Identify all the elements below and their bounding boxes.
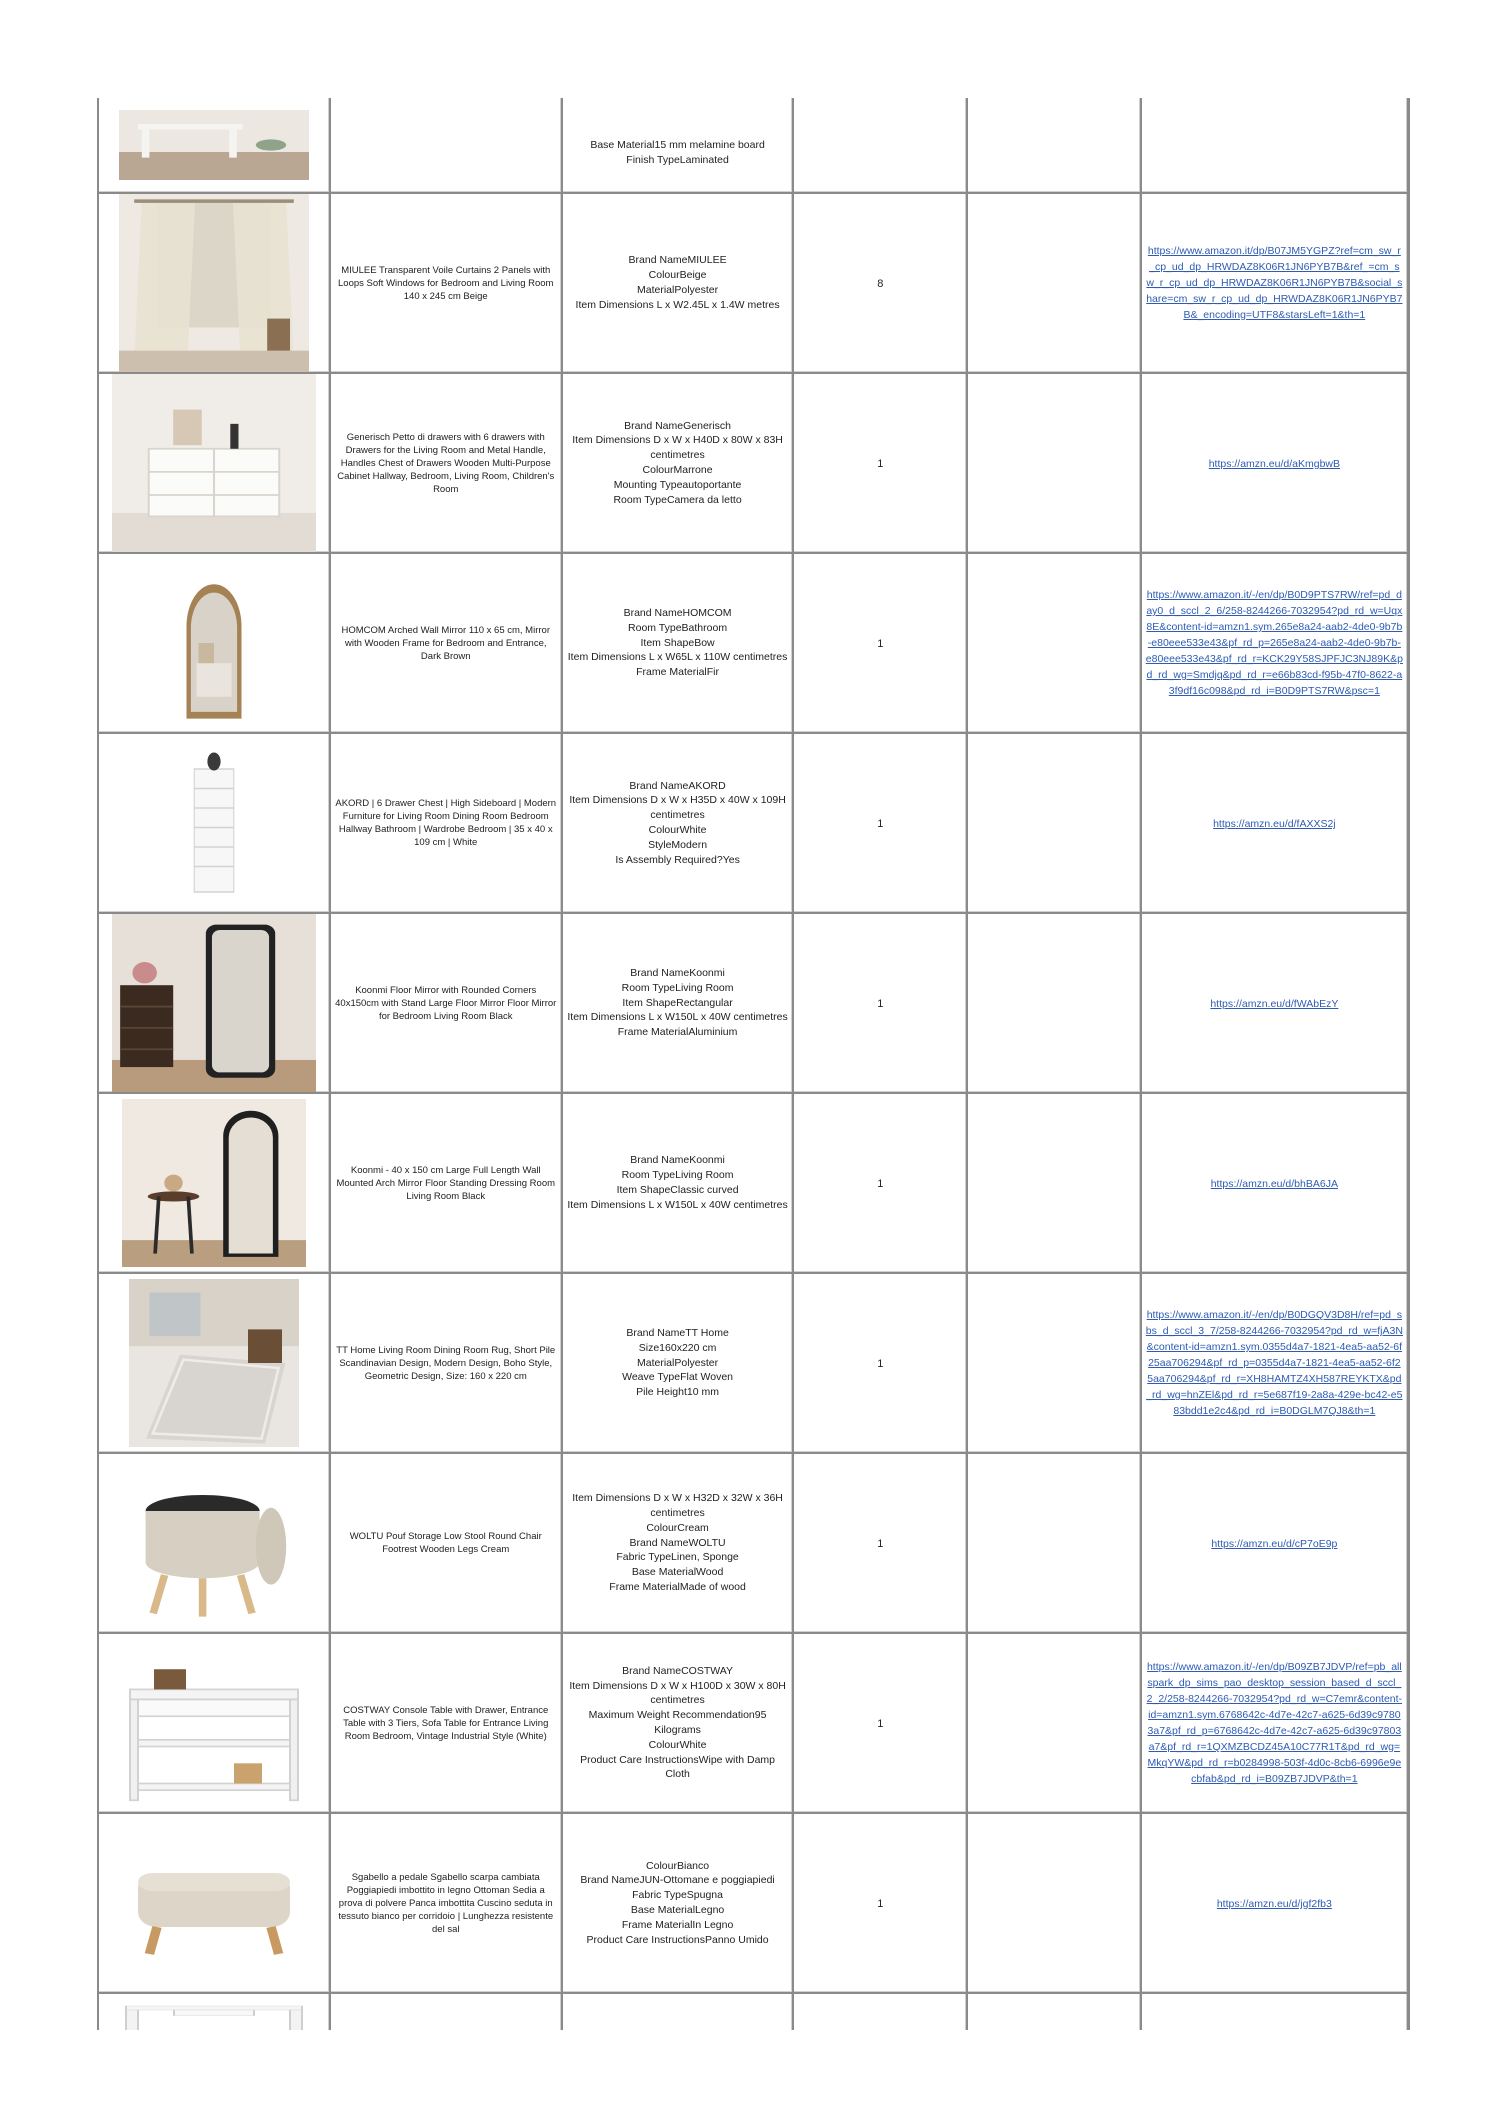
product-description-cell: [329, 194, 561, 374]
product-link[interactable]: https://amzn.eu/d/cP7oE9p: [1211, 1538, 1338, 1550]
empty-cell: [966, 914, 1140, 1094]
curtains-photo: [119, 194, 309, 372]
quantity-value: 1: [877, 458, 884, 470]
arched-mirror-photo: [159, 559, 269, 727]
empty-cell: [966, 1274, 1140, 1454]
product-image-cell: [97, 194, 329, 374]
spec-line: Item ShapeRectangular: [622, 996, 733, 1009]
quantity-value: 1: [877, 1178, 884, 1190]
product-description-cell: [329, 1814, 561, 1994]
spec-line: ColourMarrone: [642, 464, 713, 476]
spec-line: Item Dimensions L x W65L x 110W centimetres: [567, 651, 788, 664]
product-table-frame: [97, 98, 1410, 2030]
spec-line: MaterialPolyester: [637, 284, 719, 296]
quantity-value: 1: [877, 1898, 884, 1910]
table-row: [97, 1274, 1410, 1454]
product-specs-cell: [561, 1454, 793, 1634]
quantity-cell: [792, 554, 966, 734]
product-specs-cell: [561, 194, 793, 374]
spec-line: Room TypeLiving Room: [621, 1169, 734, 1182]
rug-photo: [129, 1279, 299, 1447]
product-link[interactable]: https://www.amazon.it/dp/B07JM5YGPZ?ref=cm_sw_r_cp_ud_dp_HRWDAZ8K06R1JN6PYB7B&ref_=cm_sw_r_cp_ud_dp_HRWDAZ8K06R1JN6PYB7B&social_share=cm_sw_r_cp_ud_dp_HRWDAZ8K06R1JN6PYB7B&_encoding=UTF8&starsLeft=1&th=1: [1146, 245, 1403, 321]
product-image-cell: [97, 554, 329, 734]
spec-line: ColourCream: [646, 1521, 709, 1534]
storage-pouf-photo: [119, 1463, 309, 1623]
spec-line: Item Dimensions D x W x H35D x 40W x 109H: [569, 794, 786, 807]
spec-line: Brand NameWOLTU: [629, 1536, 726, 1549]
product-link[interactable]: https://www.amazon.it/-/en/dp/B0D9PTS7RW/ref=pd_day0_d_sccl_2_6/258-8244266-7032954?pd_rd_w=Uqx8E&content-id=amzn1.sym.265e8a24-aab2-4de0-9b7b-e80eee533e43&pf_rd_p=265e8a24-aab2-4de0-9b7b-e80eee533e43&pf_rd_r=KCK29Y58SJPFJC3NJ89K&pd_rd_wg=Smdjq&pd_rd_r=e66b83cd-f95b-47f0-8622-a3f9df16c098&pd_rd_i=B0D9PTS7RW&psc=1: [1145, 589, 1403, 697]
empty-cell: [966, 734, 1140, 914]
table-row: [97, 194, 1410, 374]
table-row: [97, 554, 1410, 734]
product-image-cell: [97, 1274, 329, 1454]
product-link[interactable]: https://amzn.eu/d/fWAbEzY: [1210, 998, 1339, 1010]
product-image-cell: [97, 374, 329, 554]
quantity-cell: [792, 1814, 966, 1994]
table-row: [97, 914, 1410, 1094]
product-image-cell: [97, 734, 329, 914]
product-description: TT Home Living Room Dining Room Rug, Short Pile Scandinavian Design, Modern Design, Boho Style, Geometric Design, Size: 160 x 220 cm: [336, 1344, 556, 1382]
empty-cell: [966, 1814, 1140, 1994]
floor-mirror-photo: [112, 914, 316, 1092]
product-link-cell: [1140, 1454, 1410, 1634]
empty-cell: [966, 1994, 1140, 2030]
product-specs-cell: [561, 1814, 793, 1994]
table-row: [97, 1634, 1410, 1814]
product-link-cell: [1140, 194, 1410, 374]
quantity-value: 1: [877, 998, 884, 1010]
spec-line: Frame MaterialIn Legno: [621, 1918, 734, 1931]
spec-line: Brand NameKoonmi: [630, 1154, 725, 1167]
product-description-cell: [329, 1994, 561, 2030]
arch-floor-mirror-photo: [122, 1099, 306, 1267]
product-link-cell: [1140, 1814, 1410, 1994]
table-row: [97, 1814, 1410, 1994]
product-specs-cell: [561, 734, 793, 914]
console-table-photo: [114, 1639, 314, 1807]
empty-cell: [966, 374, 1140, 554]
product-link[interactable]: https://www.amazon.it/-/en/dp/B0DGQV3D8H/ref=pd_sbs_d_sccl_3_7/258-8244266-7032954?pd_rd_w=fjA3N&content-id=amzn1.sym.0355d4a7-1821-4ea5-aa52-6f25aa706294&pf_rd_p=0355d4a7-1821-4ea5-aa52-6f25aa706294&pf_rd_r=XH8HAMTZ4XH587REYKTX&pd_rd_wg=hnZEl&pd_rd_r=5e687f19-2a8a-429e-bc42-e583bdd1e2c4&pd_rd_i=B0DGLM7QJ8&th=1: [1145, 1309, 1403, 1417]
product-specs-cell: [561, 98, 793, 194]
spec-line: Item ShapeClassic curved: [616, 1184, 739, 1196]
table-row: [97, 374, 1410, 554]
spec-line: Is Assembly Required?Yes: [615, 853, 740, 866]
spec-line: Item Dimensions L x W150L x 40W centimetres: [567, 1198, 788, 1211]
product-image-cell: [97, 1634, 329, 1814]
spec-line: StyleModern: [648, 838, 708, 851]
product-link[interactable]: https://amzn.eu/d/bhBA6JA: [1210, 1178, 1338, 1190]
product-link[interactable]: https://amzn.eu/d/jgf2fb3: [1216, 1898, 1332, 1910]
spec-line: centimetres: [650, 809, 705, 822]
product-description: Sgabello a pedale Sgabello scarpa cambiata Poggiapiedi imbottito in legno Ottoman Sedia a prova di polvere Panca imbottita Cuscino seduta in tessuto bianco per corridoio | Lunghezza resistente del sal: [338, 1871, 554, 1935]
spec-line: Size160x220 cm: [638, 1341, 717, 1354]
spec-line: Fabric TypeLinen, Sponge: [616, 1551, 739, 1564]
quantity-value: 1: [877, 1718, 884, 1730]
product-description-cell: [329, 734, 561, 914]
spec-line: ColourBeige: [648, 269, 707, 282]
empty-cell: [966, 194, 1140, 374]
product-image-cell: [97, 1094, 329, 1274]
empty-cell: [966, 1454, 1140, 1634]
quantity-value: 8: [877, 278, 884, 290]
spec-line: Room TypeCamera da letto: [613, 493, 742, 506]
spec-line: Brand NameCOSTWAY: [622, 1664, 733, 1677]
spec-line: centimetres: [650, 449, 705, 462]
product-description: HOMCOM Arched Wall Mirror 110 x 65 cm, Mirror with Wooden Frame for Bedroom and Entrance, Dark Brown: [341, 624, 550, 662]
spec-line: Weave TypeFlat Woven: [622, 1371, 734, 1384]
product-link-cell: [1140, 374, 1410, 554]
tall-drawer-chest-photo: [159, 748, 269, 898]
spec-line: ColourBianco: [646, 1859, 710, 1872]
product-link-cell: [1140, 554, 1410, 734]
quantity-cell: [792, 1634, 966, 1814]
spec-line: Frame MaterialAluminium: [617, 1026, 738, 1039]
product-description-cell: [329, 1634, 561, 1814]
product-image-cell: [97, 1814, 329, 1994]
quantity-cell: [792, 194, 966, 374]
product-description-cell: [329, 374, 561, 554]
spec-line: Mounting Typeautoportante: [613, 478, 742, 491]
product-specs-cell: [561, 1994, 793, 2030]
spec-line: Item ShapeBow: [640, 636, 715, 649]
spec-line: Brand NameHOMCOM: [623, 607, 732, 619]
quantity-value: 1: [877, 1358, 884, 1370]
product-description-cell: [329, 1094, 561, 1274]
spec-line: Item Dimensions D x W x H32D x 32W x 36H: [572, 1492, 783, 1505]
spec-line: Brand NameGenerisch: [624, 419, 731, 432]
quantity-cell: [792, 1454, 966, 1634]
quantity-cell: [792, 374, 966, 554]
spec-line: Brand NameKoonmi: [630, 967, 725, 979]
product-specs-cell: [561, 1274, 793, 1454]
spec-line: Base MaterialLegno: [630, 1904, 725, 1916]
product-description: Koonmi Floor Mirror with Rounded Corners 40x150cm with Stand Large Floor Mirror Floor Mirror for Bedroom Living Room Black: [335, 984, 557, 1022]
product-description-cell: [329, 914, 561, 1094]
spec-line: Maximum Weight Recommendation95: [588, 1709, 767, 1722]
quantity-cell: [792, 914, 966, 1094]
spec-line: ColourWhite: [648, 824, 707, 836]
table-row: [97, 734, 1410, 914]
product-link-cell: [1140, 1094, 1410, 1274]
table-row: [97, 1994, 1410, 2030]
product-description: COSTWAY Console Table with Drawer, Entrance Table with 3 Tiers, Sofa Table for Entrance Living Room Bedroom, Vintage Industrial Style (White): [343, 1704, 549, 1742]
quantity-value: 1: [877, 1538, 884, 1550]
product-link[interactable]: https://amzn.eu/d/aKmgbwB: [1208, 458, 1341, 470]
spec-line: Frame MaterialFir: [636, 666, 719, 679]
product-description-cell: [329, 98, 561, 194]
product-link-cell: [1140, 734, 1410, 914]
spec-line: Item Dimensions L x W150L x 40W centimetres: [567, 1011, 788, 1024]
product-link-cell: [1140, 1634, 1410, 1814]
spec-line: ColourWhite: [648, 1738, 707, 1751]
spec-line: Room TypeLiving Room: [621, 981, 734, 994]
spec-line: Product Care InstructionsPanno Umido: [586, 1933, 769, 1946]
spec-line: Base Material15 mm melamine board: [590, 139, 765, 152]
spec-line: MaterialPolyester: [637, 1356, 719, 1369]
product-specs-cell: [561, 374, 793, 554]
quantity-cell: [792, 1994, 966, 2030]
product-link[interactable]: https://amzn.eu/d/fAXXS2j: [1213, 818, 1336, 830]
product-specs-cell: [561, 914, 793, 1094]
table-row: [97, 1454, 1410, 1634]
product-link-cell: [1140, 98, 1410, 194]
product-description-cell: [329, 1454, 561, 1634]
spec-line: Finish TypeLaminated: [626, 154, 729, 167]
product-specs-cell: [561, 1094, 793, 1274]
product-image-cell: [97, 1454, 329, 1634]
product-description: MIULEE Transparent Voile Curtains 2 Panels with Loops Soft Windows for Bedroom and Living Room 140 x 245 cm Beige: [338, 264, 554, 302]
quantity-value: 1: [877, 638, 884, 650]
spec-line: Item Dimensions D x W x H40D x 80W x 83H: [572, 434, 783, 447]
spec-line: Item Dimensions L x W2.45L x 1.4W metres: [575, 298, 780, 311]
spec-line: Product Care InstructionsWipe with Damp Cloth: [580, 1753, 776, 1781]
spec-line: centimetres: [650, 1507, 705, 1519]
product-table: [97, 98, 1410, 2030]
quantity-cell: [792, 1274, 966, 1454]
product-description: AKORD | 6 Drawer Chest | High Sideboard | Modern Furniture for Living Room Dining Room Bedroom Hallway Bathroom | Wardrobe Bedroom | 35 x 40 x 109 cm | White: [335, 798, 557, 848]
product-link-cell: [1140, 914, 1410, 1094]
product-specs-cell: [561, 1634, 793, 1814]
quantity-cell: [792, 734, 966, 914]
white-desk-photo: [114, 1994, 314, 2030]
spec-line: Item Dimensions D x W x H100D x 30W x 80H: [569, 1679, 786, 1692]
spec-line: centimetres: [650, 1694, 705, 1707]
product-image-cell: [97, 914, 329, 1094]
spec-line: Base MaterialWood: [631, 1566, 724, 1579]
quantity-cell: [792, 1094, 966, 1274]
product-image-cell: [97, 98, 329, 194]
spec-line: Brand NameAKORD: [629, 779, 726, 792]
product-description-cell: [329, 1274, 561, 1454]
spec-line: Pile Height10 mm: [636, 1386, 719, 1399]
product-description: Generisch Petto di drawers with 6 drawers with Drawers for the Living Room and Metal Handle, Handles Chest of Drawers Wooden Multi-Purpose Cabinet Hallway, Bedroom, Living Room, Children's Room: [337, 431, 555, 495]
spec-line: Kilograms: [654, 1724, 701, 1736]
quantity-cell: [792, 98, 966, 194]
footstool-photo: [119, 1828, 309, 1978]
empty-cell: [966, 98, 1140, 194]
empty-cell: [966, 554, 1140, 734]
chest-of-drawers-photo: [112, 374, 316, 552]
empty-cell: [966, 1634, 1140, 1814]
spec-line: Frame MaterialMade of wood: [609, 1580, 746, 1593]
spec-line: Room TypeBathroom: [628, 621, 728, 634]
product-description-cell: [329, 554, 561, 734]
desk-room-photo: [119, 110, 309, 180]
quantity-value: 1: [877, 818, 884, 830]
spec-line: Fabric TypeSpugna: [632, 1889, 723, 1902]
spec-line: Brand NameJUN-Ottomane e poggiapiedi: [580, 1874, 775, 1887]
spec-line: Brand NameMIULEE: [628, 254, 727, 267]
table-row: [97, 1094, 1410, 1274]
empty-cell: [966, 1094, 1140, 1274]
table-row: [97, 98, 1410, 194]
product-specs-cell: [561, 554, 793, 734]
product-link-cell: [1140, 1994, 1410, 2030]
product-image-cell: [97, 1994, 329, 2030]
product-description: WOLTU Pouf Storage Low Stool Round Chair Footrest Wooden Legs Cream: [349, 1531, 542, 1555]
product-link[interactable]: https://www.amazon.it/-/en/dp/B09ZB7JDVP/ref=pb_allspark_dp_sims_pao_desktop_session_based_d_sccl_2_2/258-8244266-7032954?pd_rd_w=C7emr&content-id=amzn1.sym.6768642c-4d7e-42c7-a625-6d39c97803a7&pf_rd_p=6768642c-4d7e-42c7-a625-6d39c97803a7&pf_rd_r=1QXMZBCDZ45A10C77R1T&pd_rd_wg=MkqYW&pd_rd_r=b0284998-503f-4d0c-8cb6-6996e9ecbfab&pd_rd_i=B09ZB7JDVP&th=1: [1146, 1661, 1403, 1785]
product-link-cell: [1140, 1274, 1410, 1454]
product-description: Koonmi - 40 x 150 cm Large Full Length Wall Mounted Arch Mirror Floor Standing Dressing Room Living Room Black: [336, 1164, 556, 1202]
spec-line: Brand NameTT Home: [626, 1327, 729, 1339]
